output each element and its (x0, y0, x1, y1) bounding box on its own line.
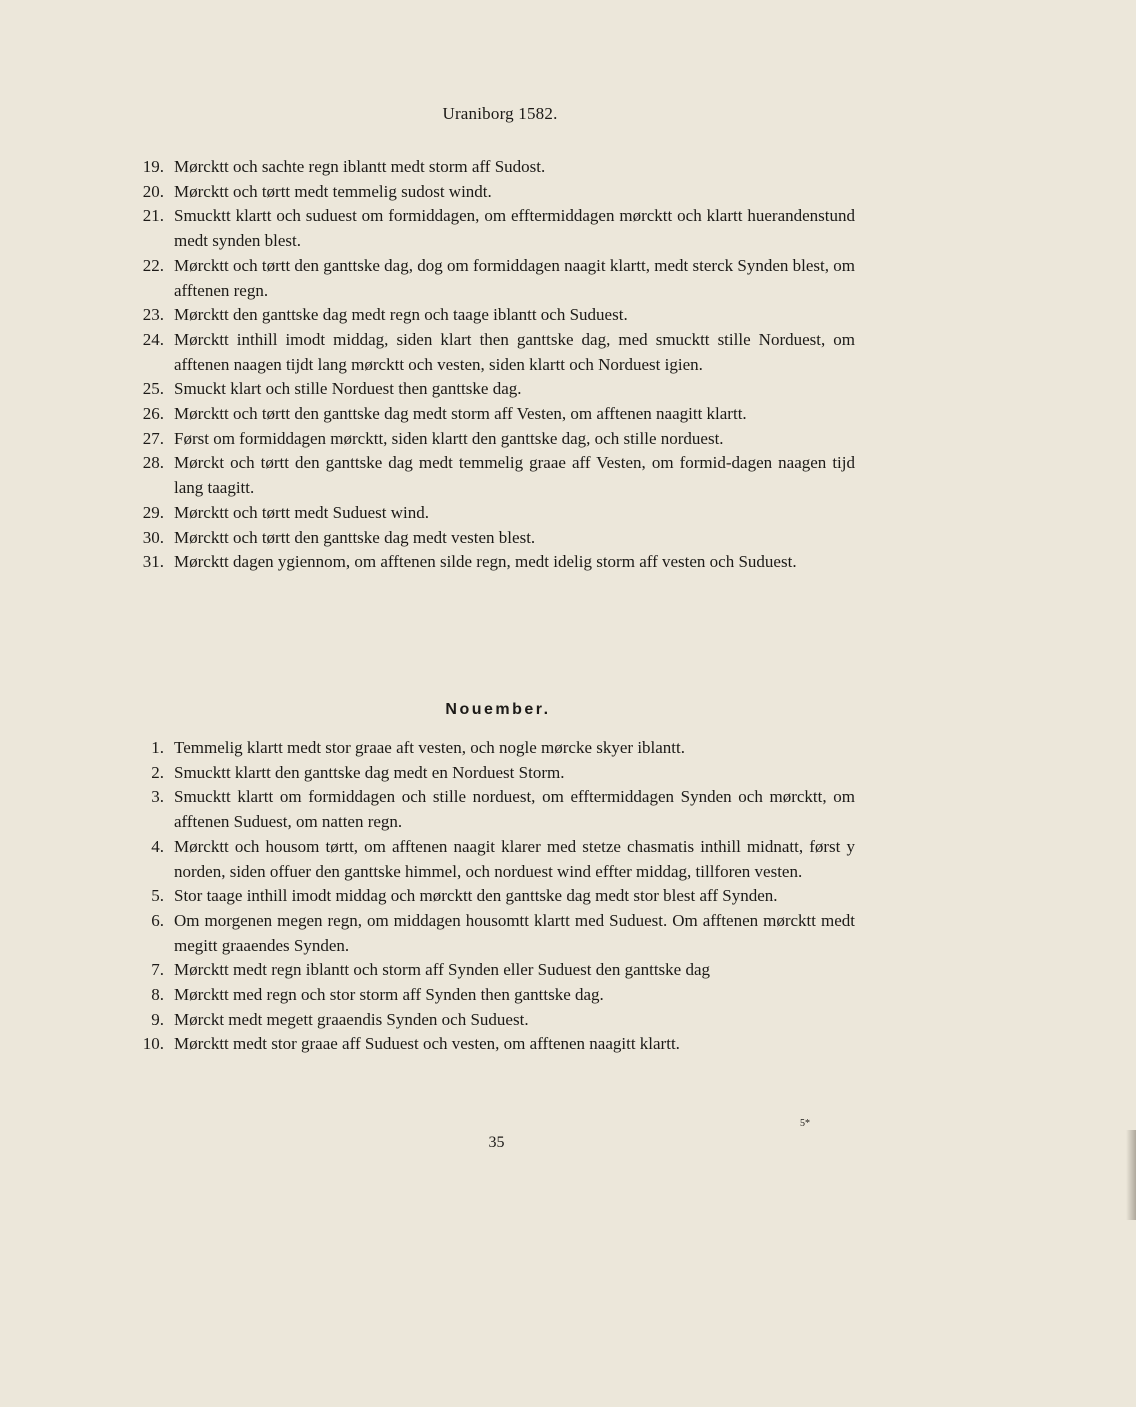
list-item (130, 761, 855, 786)
entry-text: Mørcktt och tørtt medt Suduest wind. (174, 502, 429, 522)
list-item (130, 427, 855, 452)
entry-number: 3. (151, 787, 164, 807)
section-heading-november: Nouember. (445, 701, 551, 718)
list-item (130, 1032, 855, 1057)
entry-number: 22. (142, 255, 164, 275)
entry-number: 1. (151, 738, 164, 757)
list-item (130, 180, 855, 205)
entry-text: Mørcktt dagen ygiennom, om afftenen silde regn, medt idelig storm aff vesten och Suduest. (174, 552, 797, 572)
entry-number: 5. (151, 886, 164, 906)
entry-number: 10. (142, 1034, 164, 1054)
october-entry-list (130, 155, 855, 575)
list-item (130, 402, 855, 427)
entry-text: Mørcktt inthill imodt middag, siden klart then ganttske dag, med smucktt stille Norduest, om afftenen naagen tijdt lang mørcktt och vesten, siden klartt och Norduest igien. (174, 329, 855, 374)
entry-text: Temmelig klartt medt stor graae aft vesten, och nogle mørcke skyer iblantt. (174, 738, 686, 757)
entry-number: 29. (142, 502, 164, 522)
list-item (130, 550, 855, 575)
list-item (130, 785, 855, 834)
entry-number: 24. (142, 329, 164, 349)
list-item (130, 526, 855, 551)
entry-number: 6. (151, 910, 164, 930)
entry-number: 30. (142, 527, 164, 547)
entry-text: Mørckt medt megett graaendis Synden och Suduest. (174, 1009, 529, 1029)
november-entry-list (130, 736, 855, 1057)
entry-number: 28. (142, 453, 164, 473)
running-header: Uraniborg 1582. (442, 104, 558, 123)
list-item (130, 736, 855, 761)
entry-text: Mørcktt den ganttske dag medt regn och taage iblantt och Suduest. (174, 305, 628, 325)
entry-number: 27. (142, 428, 164, 448)
page-number: 35 (488, 1134, 505, 1151)
entry-text: Smucktt klartt om formiddagen och stille norduest, om efftermiddagen Synden och mørcktt, om afftenen Suduest, om natten regn. (174, 787, 855, 832)
entry-number: 26. (142, 404, 164, 424)
entry-number: 21. (142, 206, 164, 226)
list-item (130, 377, 855, 402)
entry-text: Smucktt klartt och suduest om formiddagen, om efftermiddagen mørcktt och klartt huerandenstund medt synden blest. (174, 206, 855, 251)
list-item (130, 501, 855, 526)
list-item (130, 451, 855, 500)
entry-text: Stor taage inthill imodt middag och mørcktt den ganttske dag medt stor blest aff Synden. (174, 886, 778, 906)
signature-mark: 5* (800, 1118, 810, 1129)
entry-text: Mørcktt medt regn iblantt och storm aff Synden eller Suduest den ganttske dag (174, 960, 711, 980)
entry-text: Mørcktt och sachte regn iblantt medt storm aff Sudost. (174, 157, 546, 176)
entry-text: Mørcktt och tørtt medt temmelig sudost windt. (174, 181, 492, 201)
entry-text: Smuckt klart och stille Norduest then ganttske dag. (174, 379, 522, 399)
entry-text: Mørcktt och tørtt den ganttske dag medt storm aff Vesten, om afftenen naagitt klartt. (174, 404, 747, 424)
list-item (130, 303, 855, 328)
entry-text: Smucktt klartt den ganttske dag medt en Norduest Storm. (174, 762, 565, 782)
entry-number: 7. (151, 960, 164, 980)
entry-number: 9. (151, 1009, 164, 1029)
entry-text: Mørcktt och tørtt den ganttske dag medt vesten blest. (174, 527, 536, 547)
entry-text: Om morgenen megen regn, om middagen housomtt klartt med Suduest. Om afftenen mørcktt medt megitt graaendes Synden. (174, 910, 855, 955)
list-item (130, 204, 855, 253)
list-item (130, 835, 855, 884)
entry-number: 8. (151, 985, 164, 1005)
entry-text: Mørcktt medt stor graae aff Suduest och vesten, om afftenen naagitt klartt. (174, 1034, 680, 1054)
entry-text: Mørckt och tørtt den ganttske dag medt temmelig graae aff Vesten, om formid-dagen naagen tijd lang taagitt. (174, 453, 855, 498)
list-item (130, 155, 855, 180)
list-item (130, 884, 855, 909)
entry-number: 20. (142, 181, 164, 201)
list-item (130, 1008, 855, 1033)
entry-number: 19. (142, 157, 164, 176)
list-item (130, 254, 855, 303)
list-item (130, 909, 855, 958)
entry-text: Mørcktt och housom tørtt, om afftenen naagit klarer med stetze chasmatis inthill midnatt, først y norden, siden offuer den ganttske himmel, och norduest wind effter middag, tillforen vesten. (174, 836, 855, 881)
list-item (130, 328, 855, 377)
entry-number: 25. (142, 379, 164, 399)
entry-text: Mørcktt med regn och stor storm aff Synden then ganttske dag. (174, 985, 604, 1005)
list-item (130, 983, 855, 1008)
entry-text: Mørcktt och tørtt den ganttske dag, dog om formiddagen naagit klartt, medt sterck Synden blest, om afftenen regn. (174, 255, 855, 300)
page-edge-shadow (1126, 1130, 1136, 1220)
entry-number: 31. (142, 552, 164, 572)
entry-number: 23. (142, 305, 164, 325)
list-item (130, 958, 855, 983)
entry-number: 2. (151, 762, 164, 782)
entry-text: Først om formiddagen mørcktt, siden klartt den ganttske dag, och stille norduest. (174, 428, 724, 448)
entry-number: 4. (151, 836, 164, 856)
